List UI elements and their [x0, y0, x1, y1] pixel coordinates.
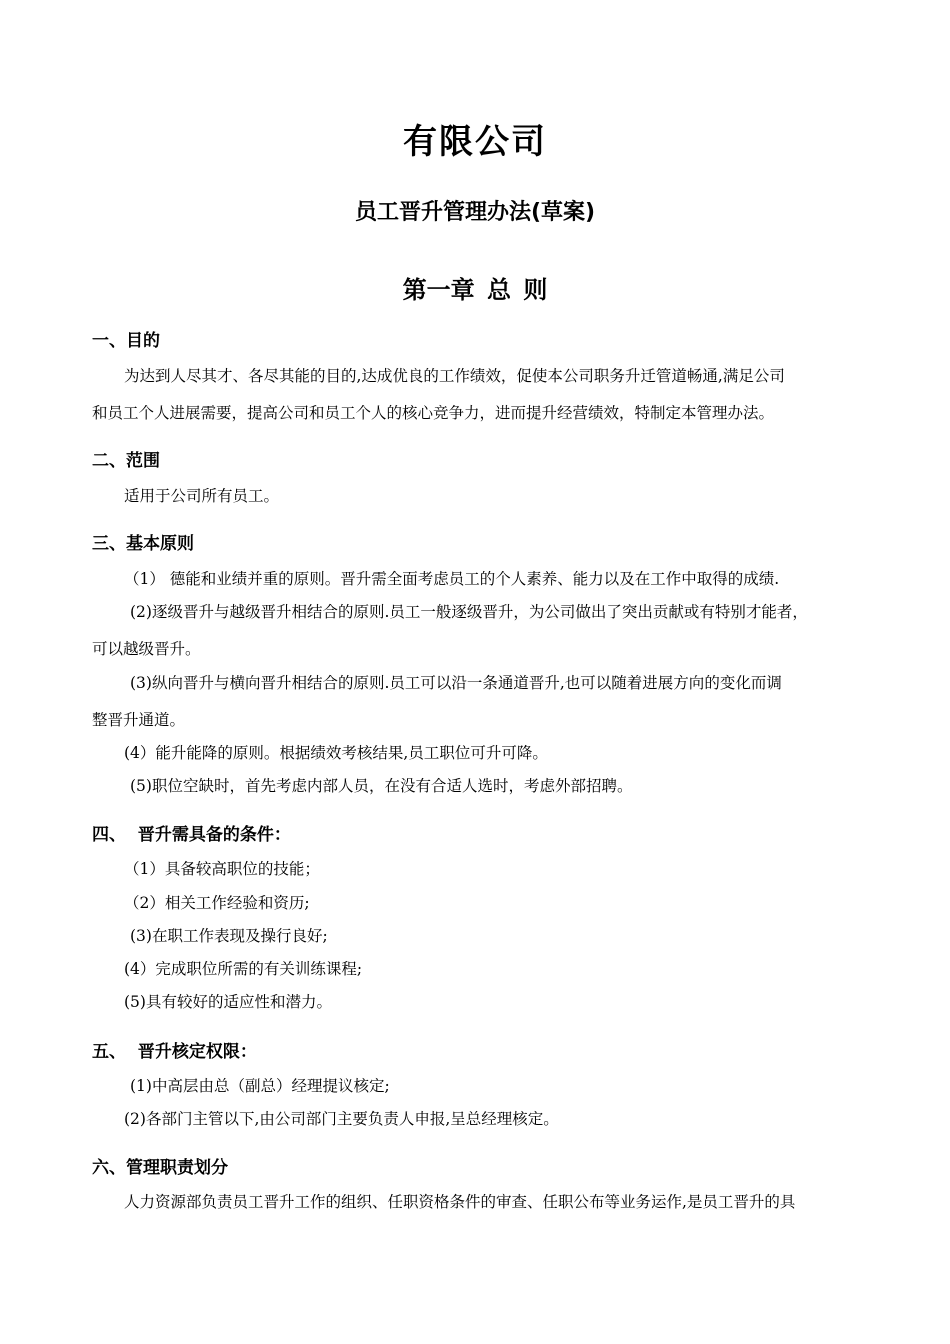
- list-item: (4）完成职位所需的有关训练课程;: [124, 960, 363, 978]
- paragraph-line: 和员工个人进展需要，提高公司和员工个人的核心竞争力，进而提升经营绩效，特制定本管理办法。: [92, 404, 775, 422]
- section-heading: 二、范围: [92, 451, 160, 471]
- document-subtitle: 员工晋升管理办法(草案): [354, 200, 596, 225]
- section-heading: 三、基本原则: [92, 534, 194, 554]
- list-item: (1)中高层由总（副总）经理提议核定;: [130, 1077, 390, 1095]
- list-item-continuation: 整晋升通道。: [92, 711, 186, 729]
- list-item: （2）相关工作经验和资历;: [124, 894, 310, 912]
- list-item: (5)职位空缺时，首先考虑内部人员，在没有合适人选时，考虑外部招聘。: [130, 777, 633, 795]
- list-item: (3)在职工作表现及操行良好;: [130, 927, 328, 945]
- section-heading: 六、管理职责划分: [92, 1158, 228, 1178]
- list-item: (5)具有较好的适应性和潜力。: [124, 993, 332, 1011]
- list-item-continuation: 可以越级晋升。: [92, 640, 201, 658]
- list-item: (2)各部门主管以下,由公司部门主要负责人申报,呈总经理核定。: [124, 1110, 559, 1128]
- company-title: 有限公司: [403, 122, 547, 162]
- list-item: （1） 德能和业绩并重的原则。晋升需全面考虑员工的个人素养、能力以及在工作中取得的成绩.: [124, 570, 780, 588]
- paragraph-line: 为达到人尽其才、各尽其能的目的,达成优良的工作绩效，促使本公司职务升迁管道畅通,满足公司: [124, 367, 785, 385]
- list-item: (2)逐级晋升与越级晋升相结合的原则.员工一般逐级晋升，为公司做出了突出贡献或有特别才能者，: [130, 603, 808, 621]
- paragraph-line: 人力资源部负责员工晋升工作的组织、任职资格条件的审查、任职公布等业务运作,是员工晋升的具: [124, 1193, 796, 1211]
- chapter-heading: 第一章 总 则: [402, 276, 548, 304]
- list-item: (4）能升能降的原则。根据绩效考核结果,员工职位可升可降。: [124, 744, 548, 762]
- section-heading: 四、 晋升需具备的条件：: [92, 825, 291, 845]
- list-item: （1）具备较高职位的技能；: [124, 860, 320, 878]
- section-heading: 一、目的: [92, 331, 160, 351]
- list-item: (3)纵向晋升与横向晋升相结合的原则.员工可以沿一条通道晋升,也可以随着进展方向的变化而调: [130, 674, 782, 692]
- paragraph-line: 适用于公司所有员工。: [124, 487, 280, 505]
- section-heading: 五、 晋升核定权限：: [92, 1042, 257, 1062]
